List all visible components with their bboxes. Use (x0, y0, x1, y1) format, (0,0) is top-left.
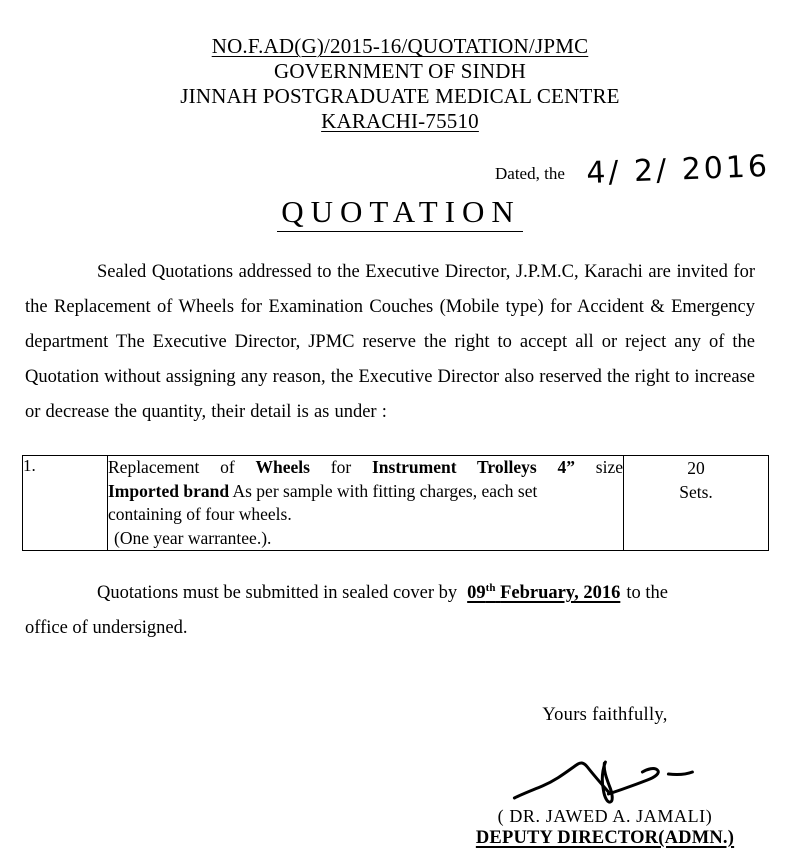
description-line-1 (108, 456, 623, 480)
description-line-2 (108, 480, 623, 504)
signatory-name: ( DR. JAWED A. JAMALI) (497, 806, 713, 826)
description-text-4: As per sample with fitting charges, each set (229, 480, 538, 501)
letterhead (0, 34, 800, 134)
description-text-2: for (309, 457, 372, 477)
deadline-day: 09 (467, 583, 486, 603)
quantity-value: 20 (687, 458, 705, 478)
date-line (495, 148, 771, 191)
signature-block (430, 705, 780, 849)
signature-salutation: Yours faithfully, (542, 705, 668, 725)
description-bold-imported-brand: Imported brand (108, 480, 230, 501)
date-label: Dated, the (495, 164, 565, 183)
reference-number: NO.F.AD(G)/2015-16/QUOTATION/JPMC (211, 34, 589, 58)
items-table (22, 455, 769, 551)
signature-mark-icon (430, 750, 780, 812)
description-text-3: size (574, 457, 623, 477)
description-line-4-warranty: (One year warrantee.). (114, 527, 272, 548)
institution-name: JINNAH POSTGRADUATE MEDICAL CENTRE (180, 84, 620, 108)
handwritten-date-value: 4/ 2/ 2016 (585, 148, 771, 191)
signatory-designation: DEPUTY DIRECTOR(ADMN.) (475, 828, 735, 848)
quantity-unit: Sets. (679, 482, 713, 502)
government-name: GOVERNMENT OF SINDH (274, 59, 526, 83)
cell-serial-number: 1. (23, 456, 108, 551)
description-line-3: containing of four wheels. (108, 504, 292, 524)
description-text-1: Replacement of (108, 457, 256, 477)
deadline-suffix-text: to the (626, 583, 668, 603)
body-paragraph: Sealed Quotations addressed to the Executive Director, J.P.M.C, Karachi are invited for the Replacement of Wheels for Examination Couches (Mobile type) for Accident & Emergency department The Executive Director, JPMC reserve the right to accept all or reject any of the Quotation without assigning any reason, the Executive Director also reserved the right to increase or decrease the quantity, their detail is as under : (25, 262, 755, 422)
table-row (23, 456, 769, 551)
closing-paragraph (25, 576, 755, 646)
deadline-day-suffix: th (485, 581, 496, 594)
deadline-prefix-text: Quotations must be submitted in sealed cover by (97, 583, 458, 603)
closing-line-2: office of undersigned. (25, 618, 188, 638)
deadline-date (467, 583, 620, 603)
page-title (0, 194, 800, 230)
submission-deadline-line (25, 576, 755, 611)
page-title-text: QUOTATION (277, 194, 523, 232)
deadline-month-year: February, 2016 (500, 583, 621, 603)
description-bold-instrument-trolleys: Instrument Trolleys 4” (371, 457, 575, 477)
cell-quantity (624, 456, 769, 551)
city-postcode: KARACHI-75510 (321, 109, 479, 133)
description-bold-wheels: Wheels (255, 457, 310, 477)
cell-description (108, 456, 624, 551)
